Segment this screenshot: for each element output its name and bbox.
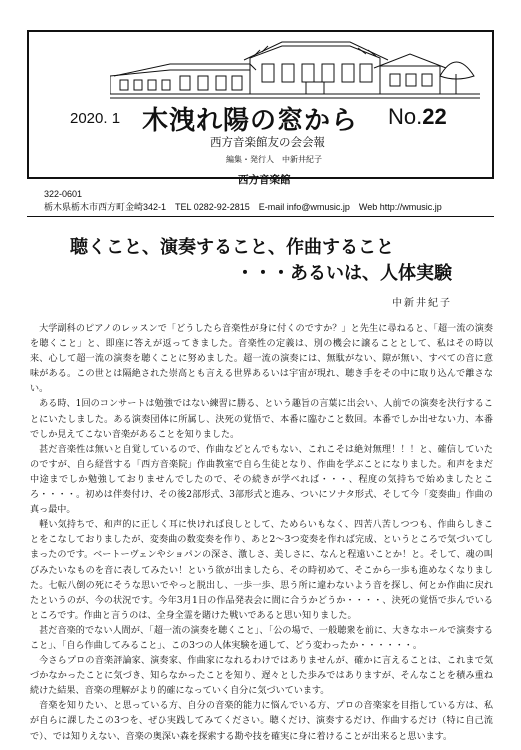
article-body	[30, 322, 493, 745]
article-subheadline: ・・・あるいは、人体実験	[236, 263, 452, 284]
paragraph: 大学副科のピアノのレッスンで「どうしたら音楽性が身に付くのですか？」と先生に尋ねると、「超一流の演奏を聴くこと」と、即座に答えが返ってきました。音楽性の定義は、別の機会に譲ることとして、私はその時以来、心して超一流の演奏を聴くことに努めました。超一流の演奏には、無駄がない、隙が無い、すべての音に意味がある。この世とは隔絶された崇高とも言える世界あるいは宇宙が現れ、聴き手をその中に取り込んで離さない。	[30, 324, 493, 395]
issue-date: 2020. 1	[70, 110, 121, 127]
issue-number-value: 22	[422, 104, 447, 129]
paragraph: 今さらプロの音楽評論家、演奏家、作曲家になれるわけではありませんが、確かに言えることは、これまで気づかなかったことに気づき、知らなかったことを知り、遅々とした歩みではありますが、そんなことを積み重ね続けた結果、音楽の理解がより的確になっていく自分に気づいています。	[30, 656, 493, 697]
contact-info	[44, 188, 442, 214]
article-author: 中新井紀子	[392, 298, 452, 309]
header-divider	[27, 216, 494, 217]
issue-prefix: No.	[388, 104, 423, 129]
article-headline: 聴くこと、演奏すること、作曲すること	[70, 237, 394, 258]
issue-number	[388, 104, 447, 130]
newsletter-subtitle: 西方音楽館友の会会報	[210, 135, 325, 149]
paragraph: 甚だ音楽的でない人間が、「超一流の演奏を聴くこと」、「公の場で、一般聴衆を前に、大きなホールで演奏すること」、「自ら作曲してみること」、この3つの人体実験を通して、どう変わったか・・・・・・。	[30, 625, 493, 651]
contact-line: 栃木県栃木市西方町金崎342-1 TEL 0282-92-2815 E-mail info@wmusic.jp Web http://wmusic.jp	[44, 202, 442, 212]
newsletter-title: 木洩れ陽の窓から	[142, 106, 359, 136]
editor-credit: 編集・発行人 中新井紀子	[226, 155, 322, 164]
paragraph: ある時、1回のコンサートは勉強ではない練習に勝る、という趣旨の言葉に出会い、人前での演奏を決行することにいたしました。ある演奏団体に所属し、決死の覚悟で、本番に臨むこと数回。本番でしか出せない力、本番でしか見えてこない音楽があることを知りました。	[30, 399, 493, 440]
paragraph: 甚だ音楽性は無いと自覚しているので、作曲などとんでもない、これこそは絶対無理！！！と、確信していたのですが、自ら経営する「西方音楽院」作曲教室で自ら生徒となり、作曲を学ぶことになりました。和声をまだ中途までしか勉強しておりませんでしたので、その続きが学べれば・・・、程度の気持ちで始めましたところ・・・・。初めは伴奏付け、その後2部形式、3部形式と進み、ついにソナタ形式、そして今「変奏曲」作曲の真っ最中。	[30, 444, 493, 516]
paragraph: 音楽を知りたい、と思っている方、自分の音楽的能力に悩んでいる方、プロの音楽家を目指している方は、私が自らに課したこの3つを、ぜひ実践してみてください。聴くだけ、演奏するだけ、作曲するだけ（特に自己流で）、では知りえない、音楽の奥深い森を探索する勘や技を確実に身に着けることが出来ると思います。	[30, 701, 493, 742]
paragraph: 軽い気持ちで、和声的に正しく耳に快ければ良しとして、ためらいもなく、四苦八苦しつつも、作曲らしきことをこなしておりましたが、変奏曲の数変奏を作り、あと2～3つ変奏を作れば完成、というところで気づいてしまったのです。ベートーヴェンやショパンの深さ、激しさ、美しさに、なんと程遠いことか！と。そして、魂の叫びみたいなものを音に表してみたい！という欲が出ましたら、その時初めて、そこから一歩も進めなくなりました。七転八倒の死にそうな思いでやっと脱出し、一歩一歩、思う所に違わないよう音を探し、何とか作曲に戻れたというのが、今の状況です。今年3月1日の作品発表会に間に合うかどうか・・・・、決死の覚悟で歩んでいるところです。作曲と言うのは、全身全霊を賭けた戦いであると思い知りました。	[30, 520, 493, 621]
postal-code: 322-0601	[44, 189, 83, 199]
building-illustration	[110, 36, 480, 102]
publisher-name: 西方音楽館	[238, 174, 291, 186]
